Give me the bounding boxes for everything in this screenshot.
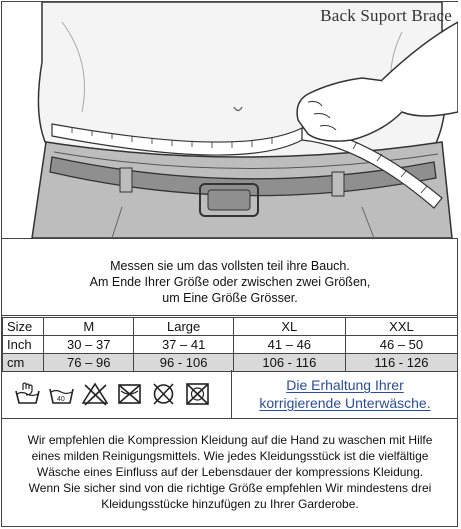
no-iron-icon xyxy=(184,381,211,407)
size-cell: 76 – 96 xyxy=(44,354,134,372)
wash-temp-label: 40 xyxy=(57,396,65,403)
recommendation-line: eines milden Reinigungsmittels. Wie jedes Kleidungsstück ist die vielfältige xyxy=(31,449,429,463)
measure-instructions xyxy=(2,238,458,316)
size-header-xxl: XXL xyxy=(345,318,457,336)
size-cell: 41 – 46 xyxy=(233,336,345,354)
size-header-row xyxy=(3,318,458,336)
size-cell: 46 – 50 xyxy=(345,336,457,354)
wash-40-icon xyxy=(48,381,75,407)
size-cell: 30 – 37 xyxy=(44,336,134,354)
unit-label: Inch xyxy=(3,336,44,354)
size-cell: 116 - 126 xyxy=(345,354,457,372)
waist-measure-drawing xyxy=(2,2,458,238)
instruction-line: Am Ende Ihrer Größe oder zwischen zwei Größen, xyxy=(89,275,371,289)
size-header-large: Large xyxy=(134,318,233,336)
recommendation-line: Wenn Sie sicher sind von die richtige Größe empfehlen Wir mindestens drei xyxy=(28,481,432,495)
instruction-line: um Eine Größe Grösser. xyxy=(162,291,298,305)
hand-wash-icon xyxy=(14,381,41,407)
size-header-xl: XL xyxy=(233,318,345,336)
size-cell: 96 - 106 xyxy=(134,354,233,372)
care-title xyxy=(232,370,458,418)
care-title-line: Die Erhaltung Ihrer xyxy=(286,377,404,393)
size-table xyxy=(2,317,458,372)
no-dry-clean-icon xyxy=(150,381,177,407)
divider xyxy=(2,418,458,419)
size-header-label: Size xyxy=(3,318,44,336)
size-cell: 106 - 116 xyxy=(233,354,345,372)
recommendation-line: Wir empfehlen die Kompression Kleidung auf die Hand zu waschen mit Hilfe xyxy=(27,433,433,447)
measuring-illustration xyxy=(2,2,458,239)
no-tumble-dry-icon xyxy=(116,381,143,407)
care-title-line: korrigierende Unterwäsche. xyxy=(259,395,431,411)
recommendation-line: Kleidungsstücke hinzufügen zu Ihrer Garderobe. xyxy=(101,497,359,511)
no-bleach-icon xyxy=(82,381,109,407)
size-cell: 37 – 41 xyxy=(134,336,233,354)
size-row-cm xyxy=(3,354,458,372)
recommendation-line: Wäsche eines Einfluss auf der Lebensdauer der kompressions Kleidung. xyxy=(36,465,424,479)
unit-label: cm xyxy=(3,354,44,372)
size-header-m: M xyxy=(44,318,134,336)
instruction-line: Messen sie um das vollsten teil ihre Bauch. xyxy=(110,259,350,273)
care-symbols xyxy=(2,370,232,418)
brand-title: Back Suport Brace xyxy=(320,6,452,25)
care-recommendation xyxy=(2,431,458,522)
size-row-inch xyxy=(3,336,458,354)
